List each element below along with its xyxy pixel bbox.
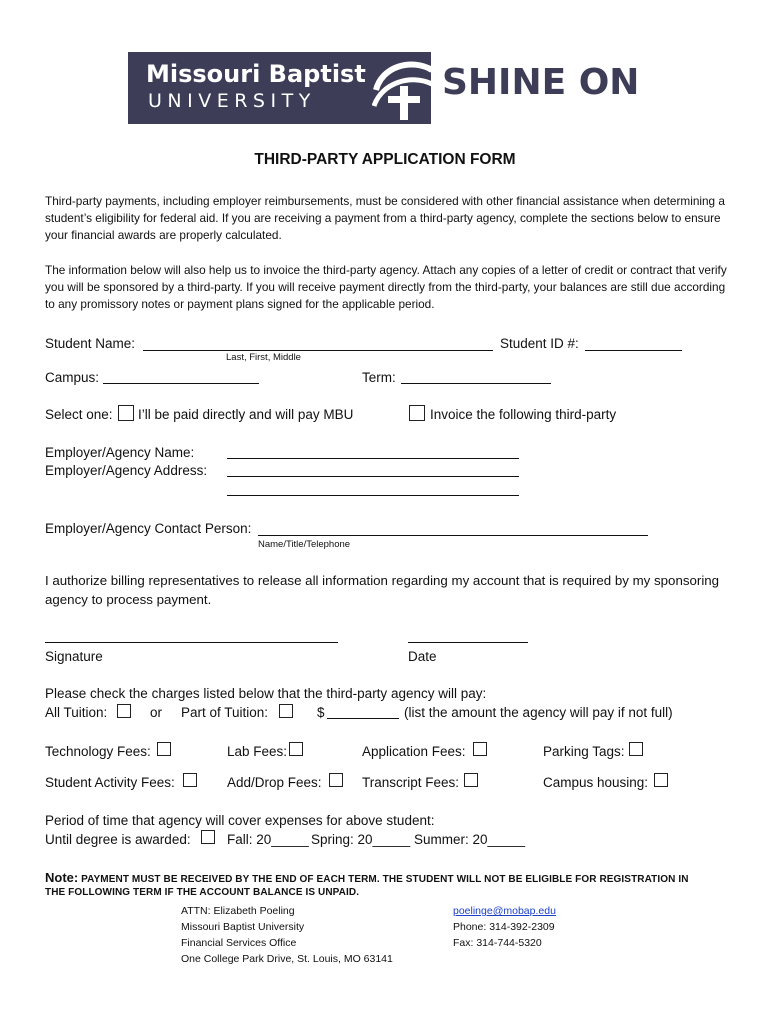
campus-field[interactable] [103,383,259,384]
employer-address-label: Employer/Agency Address: [45,463,208,478]
payment-note-line1 [45,869,689,887]
contact-person-field[interactable] [258,535,648,536]
add-drop-fees-checkbox[interactable] [329,773,343,787]
contact-phone: Phone: 314-392-2309 [453,921,555,933]
signature-label: Signature [45,649,103,664]
fall-term-field[interactable]: Fall: 20_____ [227,832,309,847]
lab-fees-label: Lab Fees: [227,744,288,759]
add-drop-fees-label: Add/Drop Fees: [227,775,322,790]
logo-text-line1: Missouri Baptist [146,60,366,88]
transcript-fees-checkbox[interactable] [464,773,478,787]
intro-paragraph-1: Third-party payments, including employer reimbursements, must be considered with other financial assistance when determining a student’s eligibility for federal aid. If you are receiving a payment from a third-party agency, complete the sections below to ensure your financial awards are properly calculated. [45,194,725,242]
student-activity-fees-checkbox[interactable] [183,773,197,787]
part-tuition-checkbox[interactable] [279,704,293,718]
student-name-field[interactable] [143,350,493,351]
part-tuition-label: Part of Tuition: [181,705,269,720]
note-label: Note: [45,870,79,885]
technology-fees-label: Technology Fees: [45,744,151,759]
contact-address-block [181,903,393,967]
date-field[interactable] [408,642,528,643]
technology-fees-checkbox[interactable] [157,742,171,756]
contact-person-label: Employer/Agency Contact Person: [45,521,252,536]
charges-intro: Please check the charges listed below that the third-party agency will pay: [45,686,487,701]
contact-info-block [453,903,556,951]
lab-fees-checkbox[interactable] [289,742,303,756]
logo-shield-icon [372,56,434,124]
student-name-hint: Last, First, Middle [226,352,301,363]
tuition-amount-field[interactable] [327,718,399,719]
note-text-1: PAYMENT MUST BE RECEIVED BY THE END OF EACH TERM. THE STUDENT WILL NOT BE ELIGIBLE FOR REGISTRATION IN [78,874,689,885]
until-degree-label: Until degree is awarded: [45,832,191,847]
student-id-field[interactable] [585,350,682,351]
campus-housing-label: Campus housing: [543,775,649,790]
contact-address: One College Park Drive, St. Louis, MO 63141 [181,953,393,965]
intro-paragraph-2: The information below will also help us to invoice the third-party agency. Attach any copies of a letter of credit or contract that verify you will be sponsored by a third-party. If you will receive payment directly from the third-party, your balances are still due according to any promissory notes or payment plans signed for the applicable period. [45,263,727,311]
term-label: Term: [362,370,396,385]
all-tuition-checkbox[interactable] [117,704,131,718]
employer-address-field-2[interactable] [227,495,519,496]
application-fees-label: Application Fees: [362,744,466,759]
campus-label: Campus: [45,370,100,385]
contact-office: Financial Services Office [181,937,297,949]
parking-tags-checkbox[interactable] [629,742,643,756]
invoice-checkbox[interactable] [409,405,425,421]
select-one-label: Select one: [45,407,113,422]
logo-text-line2: UNIVERSITY [148,90,316,112]
transcript-fees-label: Transcript Fees: [362,775,460,790]
period-intro: Period of time that agency will cover expenses for above student: [45,813,435,828]
signature-field[interactable] [45,642,338,643]
dollar-sign: $ [317,705,325,720]
student-id-label: Student ID #: [500,336,579,351]
date-label: Date [408,649,437,664]
or-label: or [150,705,163,720]
employer-name-field[interactable] [227,458,519,459]
all-tuition-label: All Tuition: [45,705,108,720]
employer-address-field-1[interactable] [227,476,519,477]
pay-mbu-option-label: I’ll be paid directly and will pay MBU [138,407,354,422]
until-degree-checkbox[interactable] [201,830,215,844]
application-fees-checkbox[interactable] [473,742,487,756]
contact-person-hint: Name/Title/Telephone [258,539,351,550]
campus-housing-checkbox[interactable] [654,773,668,787]
contact-fax: Fax: 314-744-5320 [453,937,542,949]
contact-attn: ATTN: Elizabeth Poeling [181,905,295,917]
payment-note-line2: THE FOLLOWING TERM IF THE ACCOUNT BALANCE IS UNPAID. [45,887,360,898]
summer-term-field[interactable]: Summer: 20_____ [414,832,526,847]
spring-term-field[interactable]: Spring: 20_____ [311,832,411,847]
pay-mbu-checkbox[interactable] [118,405,134,421]
authorization-statement: I authorize billing representatives to release all information regarding my account that is required by my sponsoring agency to process payment. [45,573,720,607]
parking-tags-label: Parking Tags: [543,744,625,759]
form-title: THIRD-PARTY APPLICATION FORM [254,151,516,168]
amount-hint: (list the amount the agency will pay if not full) [404,705,673,720]
term-field[interactable] [401,383,551,384]
invoice-option-label: Invoice the following third-party [430,407,617,422]
university-logo [128,52,431,124]
student-name-label: Student Name: [45,336,136,351]
employer-name-label: Employer/Agency Name: [45,445,195,460]
contact-org: Missouri Baptist University [181,921,305,933]
contact-email-link[interactable]: poelinge@mobap.edu [453,905,556,917]
student-activity-fees-label: Student Activity Fees: [45,775,175,790]
logo-tagline: SHINE ON [442,62,640,103]
